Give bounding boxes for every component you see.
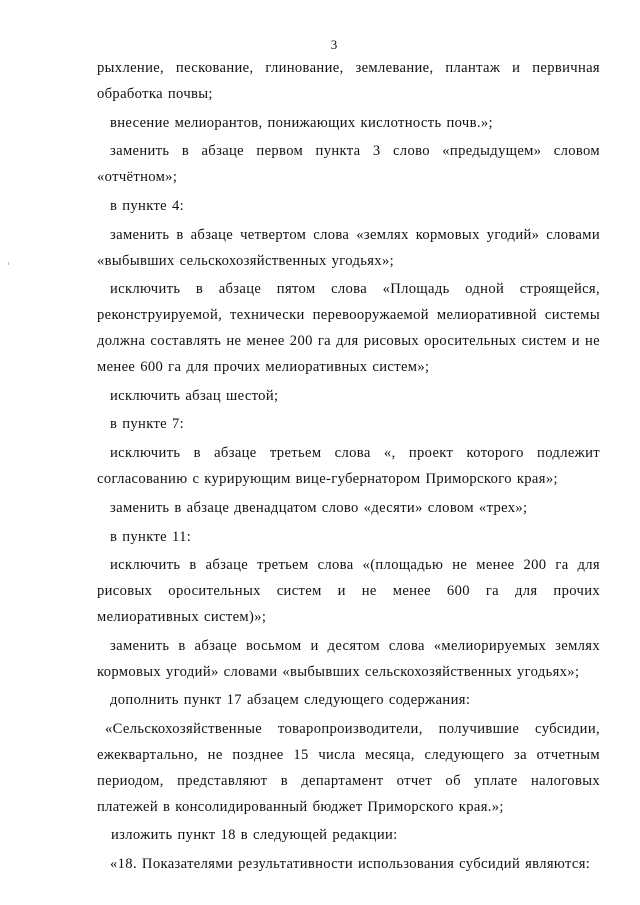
paragraph-point-17-quote: «Сельскохозяйственные товаропроизводители, получившие субсидии, ежеквартально, не позднее 15 числа месяца, следующего за отчетным периодом, представляют в департамент отчет об уплате налоговых платежей в консолидированный бюджет Приморского края.»;	[97, 721, 600, 815]
document-body	[97, 56, 600, 878]
paragraph-point-4-replace: заменить в абзаце четвертом слова «землях кормовых угодий» словами «выбывших сельскохозяйственных угодьях»;	[97, 226, 600, 269]
paragraph-in-point-11: в пункте 11:	[110, 528, 192, 545]
paragraph-point-18-state: изложить пункт 18 в следующей редакции:	[111, 827, 398, 844]
paragraph-exclude-sixth: исключить абзац шестой;	[110, 387, 279, 404]
paragraph-point-17-add: дополнить пункт 17 абзацем следующего содержания:	[110, 692, 471, 709]
paragraph-point-11-exclude: исключить в абзаце третьем слова «(площадью не менее 200 га для рисовых оросительных систем и не менее 600 га для прочих мелиоративных систем)»;	[97, 557, 600, 625]
paragraph-point-18-quote: «18. Показателями результативности использования субсидий являются:	[110, 856, 591, 873]
page-number: 3	[330, 37, 338, 52]
margin-mark	[8, 262, 9, 265]
paragraph-point-3: заменить в абзаце первом пункта 3 слово «предыдущем» словом «отчётном»;	[97, 143, 600, 186]
paragraph-tillage: рыхление, пескование, глинование, землевание, плантаж и первичная обработка почвы;	[97, 60, 600, 102]
paragraph-ameliorants: внесение мелиорантов, понижающих кислотность почв.»;	[110, 114, 493, 131]
paragraph-in-point-4: в пункте 4:	[110, 197, 185, 214]
paragraph-in-point-7: в пункте 7:	[110, 416, 185, 433]
paragraph-point-4-exclude: исключить в абзаце пятом слова «Площадь одной строящейся, реконструируемой, технически перевооружаемой мелиоративной системы должна составлять не менее 200 га для рисовых оросительных систем и не менее 600 га для прочих мелиоративных систем»;	[97, 281, 600, 375]
paragraph-point-7-replace: заменить в абзаце двенадцатом слово «десяти» словом «трех»;	[110, 499, 528, 516]
paragraph-point-11-replace: заменить в абзаце восьмом и десятом слова «мелиорируемых землях кормовых угодий» словами «выбывших сельскохозяйственных угодьях»;	[97, 637, 600, 680]
paragraph-point-7-exclude: исключить в абзаце третьем слова «, проект которого подлежит согласованию с курирующим вице-губернатором Приморского края»;	[97, 445, 600, 487]
